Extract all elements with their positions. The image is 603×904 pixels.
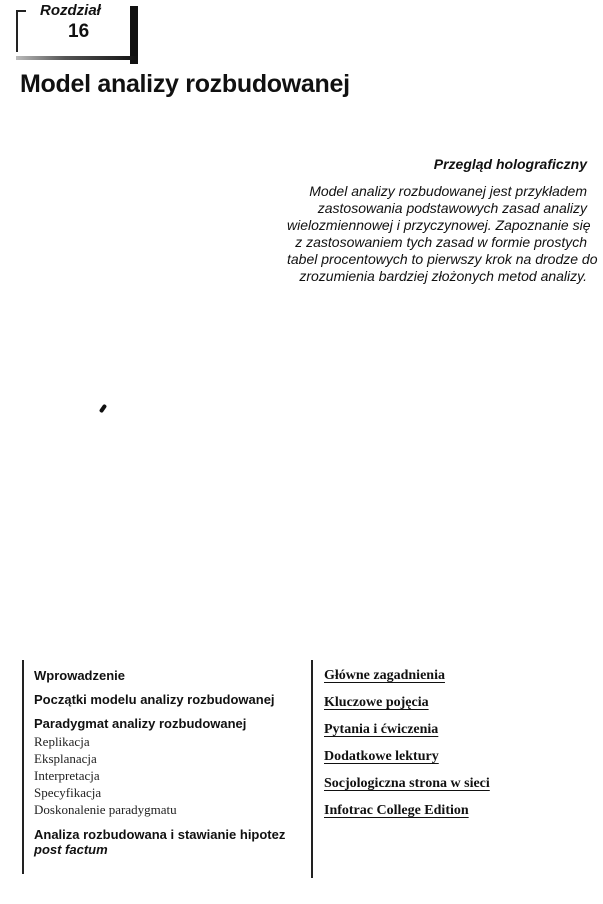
- stray-ink-mark: [99, 404, 107, 414]
- overview-line: zrozumienia bardziej złożonych metod analizy.: [299, 268, 587, 284]
- resource-link-infotrac[interactable]: Infotrac College Edition: [324, 803, 469, 818]
- contents-section-expost: [34, 827, 304, 857]
- resource-link-sociology-web[interactable]: Socjologiczna strona w sieci: [324, 776, 490, 791]
- contents-section-expost-italic: post factum: [34, 842, 108, 857]
- resource-link-questions-exercises[interactable]: Pytania i ćwiczenia: [324, 722, 439, 737]
- contents-section-intro: Wprowadzenie: [34, 668, 126, 683]
- chapter-box-left-border: [16, 10, 18, 52]
- contents-group-paradigm: [34, 716, 304, 818]
- contents-subitem: Interpretacja: [34, 768, 100, 783]
- chapter-resources: [324, 668, 574, 830]
- contents-divider-left: [22, 660, 24, 874]
- contents-subitem: Specyfikacja: [34, 785, 102, 800]
- chapter-title: Model analizy rozbudowanej: [20, 70, 350, 98]
- chapter-number: 16: [68, 21, 90, 42]
- overview-line: zastosowania podstawowych zasad analizy: [317, 200, 587, 216]
- overview-line: z zastosowaniem tych zasad w formie prostych: [295, 234, 587, 250]
- chapter-box: [10, 2, 130, 62]
- resource-link-main-issues[interactable]: Główne zagadnienia: [324, 668, 445, 683]
- contents-section-paradigm: Paradygmat analizy rozbudowanej: [34, 716, 247, 731]
- overview-line: Model analizy rozbudowanej jest przykładem: [309, 183, 587, 199]
- chapter-box-bottom-border: [16, 56, 138, 60]
- chapter-label: Rozdział: [40, 2, 101, 19]
- overview-text: [287, 183, 598, 285]
- overview-line: tabel procentowych to pierwszy krok na drodze do: [287, 251, 598, 267]
- contents-section-origins: Początki modelu analizy rozbudowanej: [34, 692, 275, 707]
- contents-subitem: Replikacja: [34, 734, 90, 749]
- resource-link-additional-readings[interactable]: Dodatkowe lektury: [324, 749, 439, 764]
- resource-link-key-terms[interactable]: Kluczowe pojęcia: [324, 695, 429, 710]
- contents-subitem: Eksplanacja: [34, 751, 97, 766]
- overview-line: wielozmiennowej i przyczynowej. Zapoznanie się: [287, 217, 591, 233]
- chapter-contents: [34, 668, 304, 857]
- contents-section-expost-title: Analiza rozbudowana i stawianie hipotez: [34, 827, 286, 842]
- contents-subitem: Doskonalenie paradygmatu: [34, 802, 177, 817]
- chapter-box-top-tick: [16, 10, 26, 12]
- contents-divider-right: [311, 660, 313, 878]
- overview-heading: Przegląd holograficzny: [433, 156, 587, 172]
